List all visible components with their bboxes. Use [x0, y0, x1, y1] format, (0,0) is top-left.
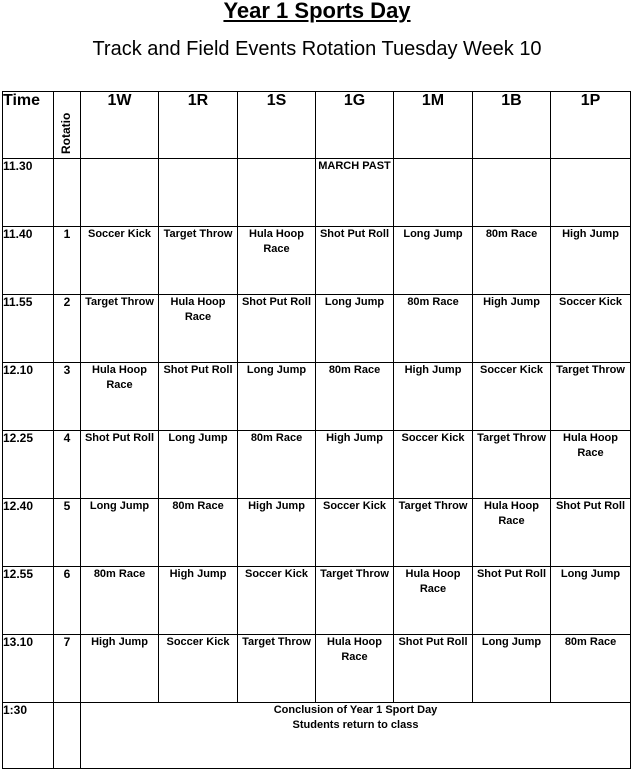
- event-cell: Soccer Kick: [316, 499, 394, 567]
- table-row: [3, 295, 631, 363]
- event-cell: 80m Race: [473, 227, 551, 295]
- event-cell: High Jump: [316, 431, 394, 499]
- event-cell: Soccer Kick: [81, 227, 159, 295]
- time-cell: 11.55: [3, 295, 54, 363]
- header-class: 1R: [159, 92, 238, 159]
- header-row: [3, 92, 631, 159]
- event-cell: Soccer Kick: [551, 295, 631, 363]
- rotation-cell: 3: [54, 363, 81, 431]
- time-cell: 12.55: [3, 567, 54, 635]
- table-row: [3, 431, 631, 499]
- header-class: 1M: [394, 92, 473, 159]
- event-cell: Shot Put Roll: [473, 567, 551, 635]
- table-row-march: [3, 159, 631, 227]
- page-subtitle: Track and Field Events Rotation Tuesday Week 10: [92, 38, 542, 60]
- table-row: [3, 567, 631, 635]
- time-cell: 11.30: [3, 159, 54, 227]
- event-cell: Soccer Kick: [238, 567, 316, 635]
- event-cell: Shot Put Roll: [81, 431, 159, 499]
- header-class: 1B: [473, 92, 551, 159]
- conclusion-line-2: Students return to class: [292, 719, 419, 731]
- event-cell: Hula Hoop Race: [159, 295, 238, 363]
- header-rotation-label: Rotatio: [59, 112, 73, 154]
- event-cell: 80m Race: [551, 635, 631, 703]
- header-time: Time: [3, 92, 54, 159]
- event-cell: Hula Hoop Race: [316, 635, 394, 703]
- event-cell: Long Jump: [473, 635, 551, 703]
- event-cell: Target Throw: [394, 499, 473, 567]
- event-cell: High Jump: [551, 227, 631, 295]
- event-cell: Shot Put Roll: [551, 499, 631, 567]
- header-rotation: [54, 92, 81, 159]
- event-cell: High Jump: [473, 295, 551, 363]
- event-cell: Soccer Kick: [394, 431, 473, 499]
- header-class: 1P: [551, 92, 631, 159]
- event-cell: Target Throw: [551, 363, 631, 431]
- table-row: [3, 499, 631, 567]
- event-cell: 80m Race: [159, 499, 238, 567]
- event-cell: Long Jump: [159, 431, 238, 499]
- event-cell: [238, 159, 316, 227]
- table-row-conclusion: [3, 703, 631, 769]
- event-cell: Hula Hoop Race: [238, 227, 316, 295]
- time-cell: 13.10: [3, 635, 54, 703]
- event-cell: 80m Race: [81, 567, 159, 635]
- table-row: [3, 635, 631, 703]
- event-cell: Long Jump: [551, 567, 631, 635]
- event-cell: Shot Put Roll: [394, 635, 473, 703]
- rotation-cell: 4: [54, 431, 81, 499]
- event-cell: High Jump: [159, 567, 238, 635]
- event-cell: Long Jump: [238, 363, 316, 431]
- event-cell: 80m Race: [394, 295, 473, 363]
- conclusion-line-1: Conclusion of Year 1 Sport Day: [273, 704, 438, 716]
- rotation-table: [2, 91, 631, 769]
- event-cell: [159, 159, 238, 227]
- rotation-cell: 2: [54, 295, 81, 363]
- time-cell: 12.40: [3, 499, 54, 567]
- rotation-cell: 5: [54, 499, 81, 567]
- event-cell: 80m Race: [316, 363, 394, 431]
- time-cell: 12.25: [3, 431, 54, 499]
- event-cell: [473, 159, 551, 227]
- table-row: [3, 227, 631, 295]
- rotation-cell: 7: [54, 635, 81, 703]
- event-cell: Hula Hoop Race: [81, 363, 159, 431]
- event-cell: 80m Race: [238, 431, 316, 499]
- rotation-cell: 6: [54, 567, 81, 635]
- event-cell: Shot Put Roll: [316, 227, 394, 295]
- event-cell: Target Throw: [159, 227, 238, 295]
- event-cell: High Jump: [81, 635, 159, 703]
- event-cell: High Jump: [394, 363, 473, 431]
- event-cell: High Jump: [238, 499, 316, 567]
- event-cell: Long Jump: [394, 227, 473, 295]
- event-cell: Hula Hoop Race: [394, 567, 473, 635]
- table-row: [3, 363, 631, 431]
- event-cell: Hula Hoop Race: [473, 499, 551, 567]
- event-cell: Target Throw: [81, 295, 159, 363]
- page-title: Year 1 Sports Day: [223, 0, 411, 23]
- event-cell: Target Throw: [238, 635, 316, 703]
- time-cell: 1:30: [3, 703, 54, 769]
- event-cell: [81, 159, 159, 227]
- rotation-cell: [54, 159, 81, 227]
- conclusion-cell: [81, 703, 631, 769]
- time-cell: 12.10: [3, 363, 54, 431]
- header-class: 1W: [81, 92, 159, 159]
- event-cell: Long Jump: [81, 499, 159, 567]
- event-cell: Target Throw: [473, 431, 551, 499]
- event-cell: [394, 159, 473, 227]
- header-class: 1S: [238, 92, 316, 159]
- event-cell: Target Throw: [316, 567, 394, 635]
- header-class: 1G: [316, 92, 394, 159]
- event-cell: [551, 159, 631, 227]
- event-cell: Shot Put Roll: [159, 363, 238, 431]
- march-past-cell: MARCH PAST: [316, 159, 394, 227]
- event-cell: Shot Put Roll: [238, 295, 316, 363]
- rotation-cell: [54, 703, 81, 769]
- event-cell: Hula Hoop Race: [551, 431, 631, 499]
- event-cell: Soccer Kick: [473, 363, 551, 431]
- event-cell: Soccer Kick: [159, 635, 238, 703]
- event-cell: Long Jump: [316, 295, 394, 363]
- rotation-cell: 1: [54, 227, 81, 295]
- time-cell: 11.40: [3, 227, 54, 295]
